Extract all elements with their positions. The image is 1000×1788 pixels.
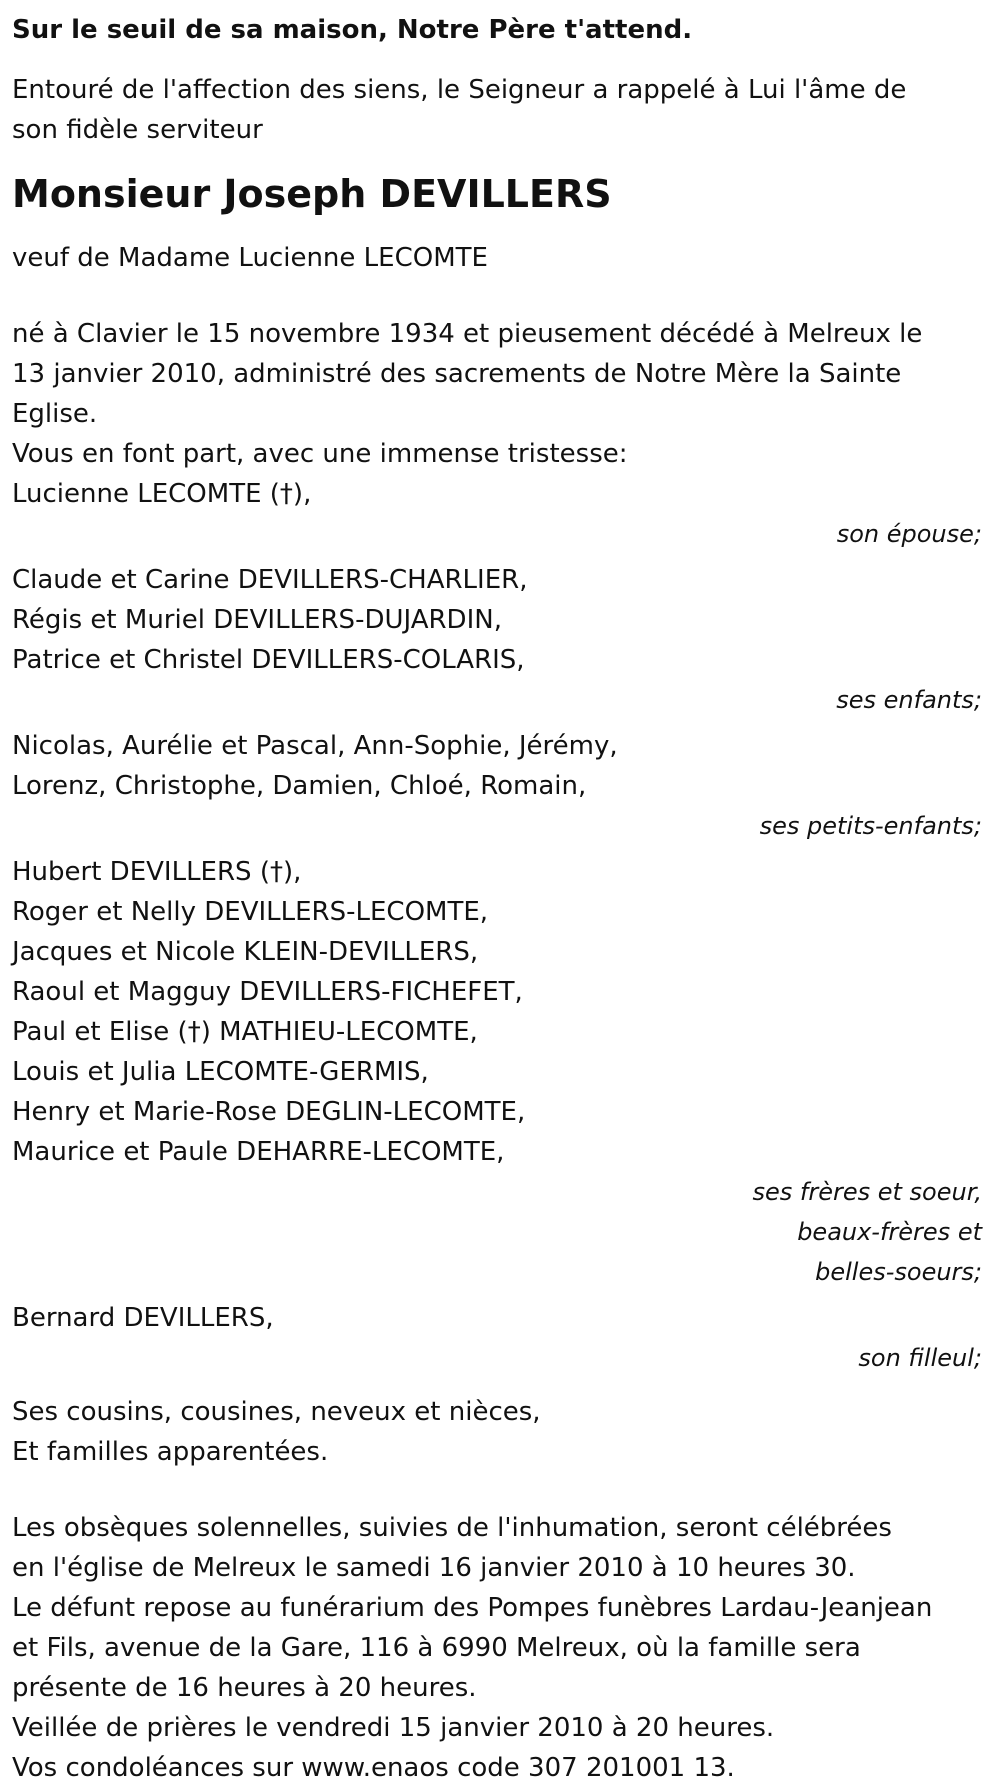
family-group (12, 1298, 988, 1378)
repose-text: Le défunt repose au funérarium des Pompes funèbres Lardau-Jeanjean et Fils, avenue de la Gare, 116 à 6990 Melreux, où la famille sera présente de 16 heures à 20 heures. (12, 1593, 933, 1703)
family-member: Maurice et Paule DEHARRE-LECOMTE, (12, 1137, 505, 1167)
condolences-text: Vos condoléances sur www.enaos code 307 201001 13. (12, 1753, 735, 1783)
family-group (12, 560, 988, 720)
family-member: Lorenz, Christophe, Damien, Chloé, Romain, (12, 771, 587, 801)
family-group (12, 474, 988, 554)
family-member: Raoul et Magguy DEVILLERS-FICHEFET, (12, 977, 523, 1007)
heading: Sur le seuil de sa maison, Notre Père t'attend. (12, 15, 693, 45)
family-member: Lucienne LECOMTE (†), (12, 479, 312, 509)
funeral-text: Les obsèques solennelles, suivies de l'inhumation, seront célébrées en l'église de Melreux le samedi 16 janvier 2010 à 10 heures 30. (12, 1513, 892, 1583)
relation-label: ses enfants; (836, 686, 982, 714)
family-group (12, 726, 988, 846)
family-line: Et familles apparentées. (12, 1437, 329, 1467)
family-member: Hubert DEVILLERS (†), (12, 857, 302, 887)
family-member: Bernard DEVILLERS, (12, 1303, 274, 1333)
vigil-text: Veillée de prières le vendredi 15 janvier 2010 à 20 heures. (12, 1713, 775, 1743)
birth-death-text: né à Clavier le 15 novembre 1934 et pieusement décédé à Melreux le 13 janvier 2010, administré des sacrements de Notre Mère la Sainte Eglise. (12, 319, 923, 429)
relation-label: beaux-frères et (797, 1218, 982, 1246)
relation-label: ses petits-enfants; (759, 812, 982, 840)
family-member: Régis et Muriel DEVILLERS-DUJARDIN, (12, 605, 502, 635)
relation-label: son épouse; (836, 520, 982, 548)
deceased-name: Monsieur Joseph DEVILLERS (12, 172, 612, 216)
intro-text: Entouré de l'affection des siens, le Seigneur a rappelé à Lui l'âme de son fidèle serviteur (12, 75, 907, 145)
family-line: Ses cousins, cousines, neveux et nièces, (12, 1397, 541, 1427)
family-member: Paul et Elise (†) MATHIEU-LECOMTE, (12, 1017, 478, 1047)
relation-label: son filleul; (858, 1344, 982, 1372)
family-member: Louis et Julia LECOMTE-GERMIS, (12, 1057, 429, 1087)
family-member: Jacques et Nicole KLEIN-DEVILLERS, (12, 937, 479, 967)
relation-label: ses frères et soeur, (752, 1178, 982, 1206)
announce-text: Vous en font part, avec une immense tristesse: (12, 439, 628, 469)
family-member: Nicolas, Aurélie et Pascal, Ann-Sophie, Jérémy, (12, 731, 618, 761)
family-member: Roger et Nelly DEVILLERS-LECOMTE, (12, 897, 489, 927)
family-group (12, 852, 988, 1292)
relation-label: belles-soeurs; (815, 1258, 982, 1286)
family-member: Henry et Marie-Rose DEGLIN-LECOMTE, (12, 1097, 526, 1127)
family-member: Patrice et Christel DEVILLERS-COLARIS, (12, 645, 525, 675)
widower-text: veuf de Madame Lucienne LECOMTE (12, 243, 488, 273)
family-member: Claude et Carine DEVILLERS-CHARLIER, (12, 565, 528, 595)
family-groups (12, 474, 988, 1378)
